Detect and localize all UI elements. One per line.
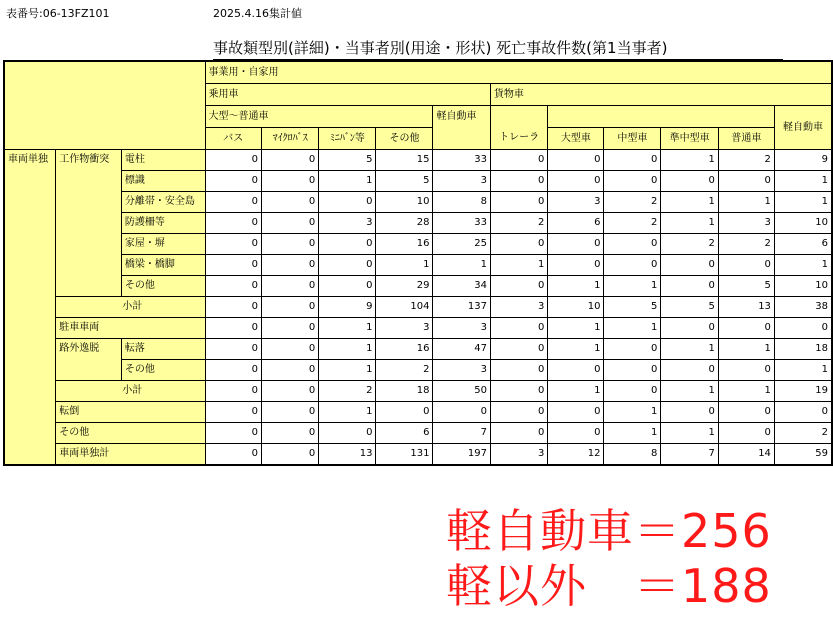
- table-cell: 15: [376, 150, 433, 171]
- table-cell: 131: [376, 444, 433, 466]
- table-cell: 1: [661, 423, 718, 444]
- table-cell: 0: [548, 402, 604, 423]
- header-medium: 中型車: [604, 128, 661, 150]
- table-cell: 1: [548, 276, 604, 297]
- table-cell: 7: [433, 423, 490, 444]
- table-cell: 0: [262, 171, 319, 192]
- table-cell: 0: [319, 192, 376, 213]
- table-cell: 2: [718, 234, 774, 255]
- table-row: [4, 150, 832, 171]
- header-large: 大型車: [548, 128, 604, 150]
- header-other: その他: [376, 128, 433, 150]
- table-cell: 0: [262, 423, 319, 444]
- table-cell: 33: [433, 150, 490, 171]
- table-cell: 10: [774, 213, 832, 234]
- header-normal: 普通車: [718, 128, 774, 150]
- table-row: [4, 213, 832, 234]
- header-bus: バス: [205, 128, 262, 150]
- table-cell: 0: [490, 339, 547, 360]
- table-cell: 5: [319, 150, 376, 171]
- table-cell: 0: [205, 339, 262, 360]
- table-cell: 1: [604, 318, 661, 339]
- table-cell: 1: [319, 360, 376, 381]
- table-cell: 1: [604, 402, 661, 423]
- table-cell: 0: [205, 192, 262, 213]
- table-cell: 3: [490, 444, 547, 466]
- table-cell: 0: [548, 360, 604, 381]
- row-label: 転落: [121, 339, 205, 360]
- table-row: [4, 276, 832, 297]
- table-cell: 14: [718, 444, 774, 466]
- table-cell: 1: [433, 255, 490, 276]
- table-cell: 1: [319, 402, 376, 423]
- table-row: [4, 339, 832, 360]
- row-label: 標識: [121, 171, 205, 192]
- table-cell: 0: [205, 360, 262, 381]
- row-label: 橋梁・橋脚: [121, 255, 205, 276]
- table-cell: 0: [718, 255, 774, 276]
- table-row: [4, 360, 832, 381]
- annotation-non-kei-total: 軽以外 ＝188: [446, 559, 772, 613]
- table-cell: 0: [718, 423, 774, 444]
- row-label: 防護柵等: [121, 213, 205, 234]
- table-cell: 0: [205, 318, 262, 339]
- table-cell: 3: [548, 192, 604, 213]
- table-cell: 18: [774, 339, 832, 360]
- table-row: [4, 381, 832, 402]
- table-cell: 5: [718, 276, 774, 297]
- table-cell: 0: [205, 234, 262, 255]
- row-label: 小計: [56, 297, 205, 318]
- table-cell: 0: [262, 444, 319, 466]
- table-cell: 5: [376, 171, 433, 192]
- table-cell: 0: [604, 339, 661, 360]
- row-label: 家屋・塀: [121, 234, 205, 255]
- table-cell: 0: [490, 234, 547, 255]
- table-cell: 0: [205, 444, 262, 466]
- table-cell: 0: [661, 318, 718, 339]
- table-cell: 0: [262, 192, 319, 213]
- table-cell: 0: [262, 213, 319, 234]
- row-label: 小計: [56, 381, 205, 402]
- table-cell: 0: [262, 276, 319, 297]
- header-minivan: ﾐﾆﾊﾞﾝ等: [319, 128, 376, 150]
- table-cell: 0: [490, 192, 547, 213]
- table-cell: 29: [376, 276, 433, 297]
- annotation-kei-total: 軽自動車＝256: [446, 504, 772, 558]
- table-cell: 0: [490, 171, 547, 192]
- table-cell: 2: [376, 360, 433, 381]
- table-cell: 0: [319, 234, 376, 255]
- table-cell: 34: [433, 276, 490, 297]
- table-cell: 16: [376, 234, 433, 255]
- table-cell: 0: [262, 402, 319, 423]
- table-cell: 0: [661, 360, 718, 381]
- table-cell: 0: [376, 402, 433, 423]
- table-row: [4, 171, 832, 192]
- table-cell: 0: [205, 171, 262, 192]
- table-cell: 0: [205, 213, 262, 234]
- table-cell: 10: [548, 297, 604, 318]
- row-label: 転倒: [56, 402, 205, 423]
- table-cell: 0: [661, 402, 718, 423]
- row-label: 駐車車両: [56, 318, 205, 339]
- table-cell: 0: [661, 276, 718, 297]
- table-cell: 1: [774, 192, 832, 213]
- table-cell: 0: [661, 171, 718, 192]
- table-row: [4, 297, 832, 318]
- table-cell: 1: [661, 192, 718, 213]
- table-cell: 25: [433, 234, 490, 255]
- table-cell: 0: [774, 318, 832, 339]
- header-semi-medium: 準中型車: [661, 128, 718, 150]
- header-trailer-cell: [490, 106, 547, 150]
- table-cell: 2: [490, 213, 547, 234]
- table-cell: 1: [548, 381, 604, 402]
- table-cell: 2: [604, 192, 661, 213]
- table-cell: 0: [490, 402, 547, 423]
- table-cell: 1: [548, 318, 604, 339]
- table-cell: 1: [661, 339, 718, 360]
- table-cell: 1: [604, 276, 661, 297]
- header-business-private: 事業用・自家用: [205, 61, 832, 84]
- row-label: その他: [121, 276, 205, 297]
- table-cell: 33: [433, 213, 490, 234]
- header-passenger: 乗用車: [205, 84, 490, 106]
- table-cell: 0: [604, 360, 661, 381]
- table-cell: 1: [319, 318, 376, 339]
- table-cell: 38: [774, 297, 832, 318]
- table-cell: 0: [490, 318, 547, 339]
- table-cell: 2: [774, 423, 832, 444]
- table-cell: 1: [604, 423, 661, 444]
- table-cell: 0: [262, 297, 319, 318]
- table-cell: 3: [718, 213, 774, 234]
- row-label: その他: [121, 360, 205, 381]
- table-cell: 9: [774, 150, 832, 171]
- table-cell: 0: [433, 402, 490, 423]
- table-cell: 0: [718, 318, 774, 339]
- table-cell: 1: [718, 381, 774, 402]
- table-cell: 0: [205, 402, 262, 423]
- table-cell: 6: [548, 213, 604, 234]
- table-cell: 1: [376, 255, 433, 276]
- table-cell: 8: [604, 444, 661, 466]
- table-cell: 1: [661, 213, 718, 234]
- table-cell: 0: [604, 171, 661, 192]
- table-cell: 2: [661, 234, 718, 255]
- table-cell: 1: [490, 255, 547, 276]
- table-cell: 0: [319, 276, 376, 297]
- header-cargo-blank: [548, 106, 775, 128]
- table-cell: 0: [604, 234, 661, 255]
- table-cell: 0: [604, 255, 661, 276]
- table-cell: 3: [433, 318, 490, 339]
- table-cell: 0: [774, 402, 832, 423]
- table-cell: 2: [319, 381, 376, 402]
- table-cell: 1: [661, 381, 718, 402]
- table-cell: 0: [548, 234, 604, 255]
- row-label: 車両単独計: [56, 444, 205, 466]
- table-cell: 137: [433, 297, 490, 318]
- table-row: [4, 423, 832, 444]
- table-cell: 0: [490, 276, 547, 297]
- header-large-normal: 大型～普通車: [205, 106, 433, 128]
- table-cell: 0: [548, 423, 604, 444]
- table-row: [4, 402, 832, 423]
- table-cell: 0: [205, 150, 262, 171]
- table-cell: 1: [319, 339, 376, 360]
- row-label: その他: [56, 423, 205, 444]
- tally-date: 2025.4.16集計値: [213, 7, 302, 20]
- table-cell: 0: [718, 360, 774, 381]
- table-cell: 18: [376, 381, 433, 402]
- table-cell: 6: [376, 423, 433, 444]
- table-cell: 1: [774, 255, 832, 276]
- table-cell: 0: [548, 171, 604, 192]
- table-cell: 0: [262, 318, 319, 339]
- table-cell: 6: [774, 234, 832, 255]
- table-cell: 0: [490, 381, 547, 402]
- table-cell: 1: [774, 171, 832, 192]
- table-cell: 2: [718, 150, 774, 171]
- table-cell: 0: [319, 255, 376, 276]
- table-cell: 0: [490, 360, 547, 381]
- table-cell: 1: [718, 192, 774, 213]
- table-cell: 0: [262, 360, 319, 381]
- table-cell: 1: [718, 339, 774, 360]
- table-cell: 0: [205, 381, 262, 402]
- table-cell: 12: [548, 444, 604, 466]
- row-label: 分離帯・安全島: [121, 192, 205, 213]
- row-group-structure-collision: 工作物衝突: [56, 150, 122, 297]
- table-cell: 0: [319, 423, 376, 444]
- table-cell: 0: [718, 402, 774, 423]
- table-cell: 3: [433, 360, 490, 381]
- table-row: [4, 444, 832, 466]
- table-cell: 13: [718, 297, 774, 318]
- header-trailer: トレーラ: [499, 132, 540, 143]
- table-cell: 0: [548, 255, 604, 276]
- table-row: [4, 318, 832, 339]
- table-row: [4, 255, 832, 276]
- table-cell: 2: [604, 213, 661, 234]
- table-cell: 1: [548, 339, 604, 360]
- table-cell: 0: [205, 297, 262, 318]
- table-cell: 0: [262, 339, 319, 360]
- table-cell: 10: [376, 192, 433, 213]
- table-cell: 197: [433, 444, 490, 466]
- table-cell: 59: [774, 444, 832, 466]
- table-cell: 0: [205, 423, 262, 444]
- table-cell: 10: [774, 276, 832, 297]
- table-title: 事故類型別(詳細)・当事者別(用途・形状) 死亡事故件数(第1当事者): [213, 40, 783, 61]
- table-cell: 47: [433, 339, 490, 360]
- table-cell: 0: [205, 255, 262, 276]
- table-cell: 5: [661, 297, 718, 318]
- header-cargo: 貨物車: [490, 84, 832, 106]
- table-cell: 104: [376, 297, 433, 318]
- table-cell: 3: [376, 318, 433, 339]
- table-cell: 0: [262, 234, 319, 255]
- header-microbus: ﾏｲｸﾛﾊﾞｽ: [262, 128, 319, 150]
- table-row: [4, 192, 832, 213]
- document-id: 表番号:06-13FZ101: [6, 7, 110, 20]
- table-cell: 1: [661, 150, 718, 171]
- table-cell: 0: [262, 381, 319, 402]
- table-cell: 0: [262, 255, 319, 276]
- corner-cell: [4, 61, 205, 150]
- table-cell: 50: [433, 381, 490, 402]
- table-cell: 7: [661, 444, 718, 466]
- table-cell: 0: [604, 381, 661, 402]
- header-kei-cargo: 軽自動車: [774, 106, 832, 150]
- table-cell: 19: [774, 381, 832, 402]
- table-cell: 3: [490, 297, 547, 318]
- table-cell: 1: [774, 360, 832, 381]
- table-cell: 8: [433, 192, 490, 213]
- table-cell: 0: [262, 150, 319, 171]
- table-cell: 1: [319, 171, 376, 192]
- table-cell: 9: [319, 297, 376, 318]
- table-cell: 5: [604, 297, 661, 318]
- table-cell: 0: [205, 276, 262, 297]
- row-group-single-vehicle: 車両単独: [4, 150, 56, 466]
- table-cell: 16: [376, 339, 433, 360]
- table-row: [4, 234, 832, 255]
- table-cell: 28: [376, 213, 433, 234]
- table-cell: 0: [548, 150, 604, 171]
- table-cell: 3: [319, 213, 376, 234]
- table-cell: 13: [319, 444, 376, 466]
- row-label: 電柱: [121, 150, 205, 171]
- table-cell: 0: [604, 150, 661, 171]
- table-cell: 0: [490, 423, 547, 444]
- table-cell: 0: [661, 255, 718, 276]
- table-cell: 0: [718, 171, 774, 192]
- row-group-road-departure: 路外逸脱: [56, 339, 122, 381]
- table-cell: 0: [490, 150, 547, 171]
- header-kei-passenger: 軽自動車: [433, 106, 490, 150]
- table-cell: 3: [433, 171, 490, 192]
- fatal-accident-table: [3, 60, 833, 466]
